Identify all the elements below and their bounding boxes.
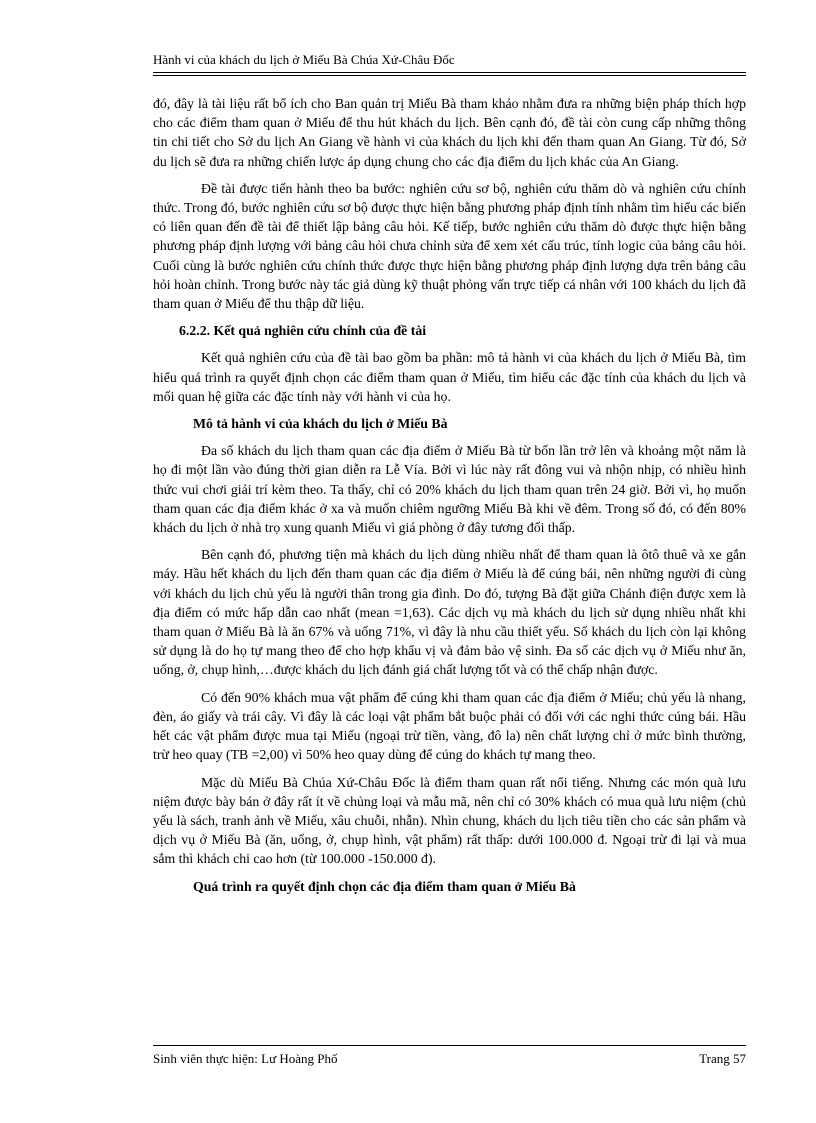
paragraph-souvenirs: Mặc dù Miếu Bà Chúa Xứ-Châu Đốc là điểm tham quan rất nổi tiếng. Nhưng các món quà lưu niệm được bày bán ở đây rất ít về chủng loại và mẫu mã, nên chỉ có 30% khách có mua quà lưu niệm (chủ yếu là sách, tranh ảnh về Miếu, xâu chuỗi, nhẫn). Nhìn chung, khách du lịch tiêu tiền cho các sản phẩm và dịch vụ ở Miếu Bà (ăn, uống, ở, chụp hình, vật phẩm) rất thấp: dưới 100.000 đ. Ngoại trừ đi lại và mua sắm thì khách chi cao hơn (từ 100.000 -150.000 đ). — [153, 774, 746, 867]
paragraph-results-summary: Kết quả nghiên cứu của đề tài bao gồm ba phần: mô tả hành vi của khách du lịch ở Miếu Bà, tìm hiểu quá trình ra quyết định chọn các điểm tham quan ở Miếu, tìm hiểu các đặc tính của khách du lịch và mối quan hệ giữa các đặc tính này với hành vi của họ. — [153, 350, 746, 404]
paragraph-intro-continuation: đó, đây là tài liệu rất bổ ích cho Ban quản trị Miếu Bà tham khảo nhằm đưa ra những biện pháp thích hợp cho các điểm tham quan ở Miếu để thu hút khách du lịch. Bên cạnh đó, đề tài còn cung cấp những thông tin chi tiết cho Sở du lịch An Giang về hành vi của khách du lịch khi đến tham quan An Giang. Từ đó, Sở du lịch sẽ đưa ra những chiến lược áp dụng chung cho các địa điểm du lịch khác của An Giang. — [153, 96, 746, 169]
page-footer — [153, 1045, 746, 1069]
page-body — [153, 94, 746, 904]
paragraph-offerings: Có đến 90% khách mua vật phẩm để cúng khi tham quan các địa điểm ở Miếu; chủ yếu là nhang, đèn, áo giấy và trái cây. Vì đây là các loại vật phẩm bắt buộc phải có đối với các nghi thức cúng bái. Hầu hết các vật phẩm được mua tại Miếu (ngoại trừ tiền, vàng, đô la) nên chất lượng chỉ ở mức bình thường, trừ heo quay (TB =2,00) vì 50% heo quay dùng để cúng do khách tự mang theo. — [153, 689, 746, 763]
footer-page-number: Trang 57 — [699, 1051, 746, 1066]
paragraph-transport-services: Bên cạnh đó, phương tiện mà khách du lịch dùng nhiều nhất để tham quan là ôtô thuê và xe gắn máy. Hầu hết khách du lịch đến tham quan các địa điểm ở Miếu là để cúng bái, nên những người đi cùng với khách du lịch chủ yếu là người thân trong gia đình. Do đó, tượng Bà đặt giữa Chánh điện được xem là địa điểm có mức hấp dẫn cao nhất (mean =1,63). Các dịch vụ mà khách du lịch sử dụng nhiều nhất khi tham quan ở Miếu Bà là ăn 67% và uống 71%, vì đây là nhu cầu thiết yếu. Số khách du lịch còn lại không sử dụng là do họ tự mang theo để cho hợp khẩu vị và đảm bảo vệ sinh. Đa số các dịch vụ ở Miếu như ăn, uống, ở, chụp hình,…được khách du lịch đánh giá chất lượng tốt và có thể chấp nhận được. — [153, 547, 746, 678]
subheading-behavior: Mô tả hành vi của khách du lịch ở Miếu Bà — [193, 416, 448, 432]
footer-author: Sinh viên thực hiện: Lư Hoàng Phố — [153, 1051, 338, 1066]
section-heading-results: 6.2.2. Kết quả nghiên cứu chính của đề tài — [179, 323, 427, 339]
page-header: Hành vi của khách du lịch ở Miếu Bà Chúa Xứ-Châu Đốc — [153, 50, 746, 73]
subheading-decision-process: Quá trình ra quyết định chọn các địa điểm tham quan ở Miếu Bà — [193, 878, 576, 894]
paragraph-research-steps: Đề tài được tiến hành theo ba bước: nghiên cứu sơ bộ, nghiên cứu thăm dò và nghiên cứu chính thức. Trong đó, bước nghiên cứu sơ bộ được thực hiện bằng phương pháp định tính nhằm tìm hiểu các biến có liên quan đến đề tài để thiết lập bảng câu hỏi. Kế tiếp, bước nghiên cứu thăm dò được thực hiện bằng phương pháp định lượng với bảng câu hỏi chưa chỉnh sửa để xem xét cấu trúc, tính logic của bảng câu hỏi. Cuối cùng là bước nghiên cứu chính thức được thực hiện bằng phương pháp định lượng dựa trên bảng câu hỏi hoàn chỉnh. Trong bước này tác giả dùng kỹ thuật phỏng vấn trực tiếp cá nhân với 100 khách du lịch đã tham quan ở Miếu để thu thập dữ liệu. — [153, 180, 746, 312]
paragraph-visit-frequency: Đa số khách du lịch tham quan các địa điểm ở Miếu Bà từ bốn lần trở lên và khoảng một năm là họ đi một lần vào đúng thời gian diễn ra Lễ Vía. Bởi vì lúc này rất đông vui và nhộn nhịp, có nhiều hình thức vui chơi giải trí kèm theo. Ta thấy, chỉ có 20% khách du lịch tham quan trên 24 giờ. Bởi vì, họ muốn tham quan các địa điểm khác ở xa và muốn chiêm ngưỡng Miếu Bà khi về đêm. Trong số đó, có đến 80% khách du lịch ở nhà trọ xung quanh Miếu vì giá phòng ở đây tương đối thấp. — [153, 443, 746, 536]
